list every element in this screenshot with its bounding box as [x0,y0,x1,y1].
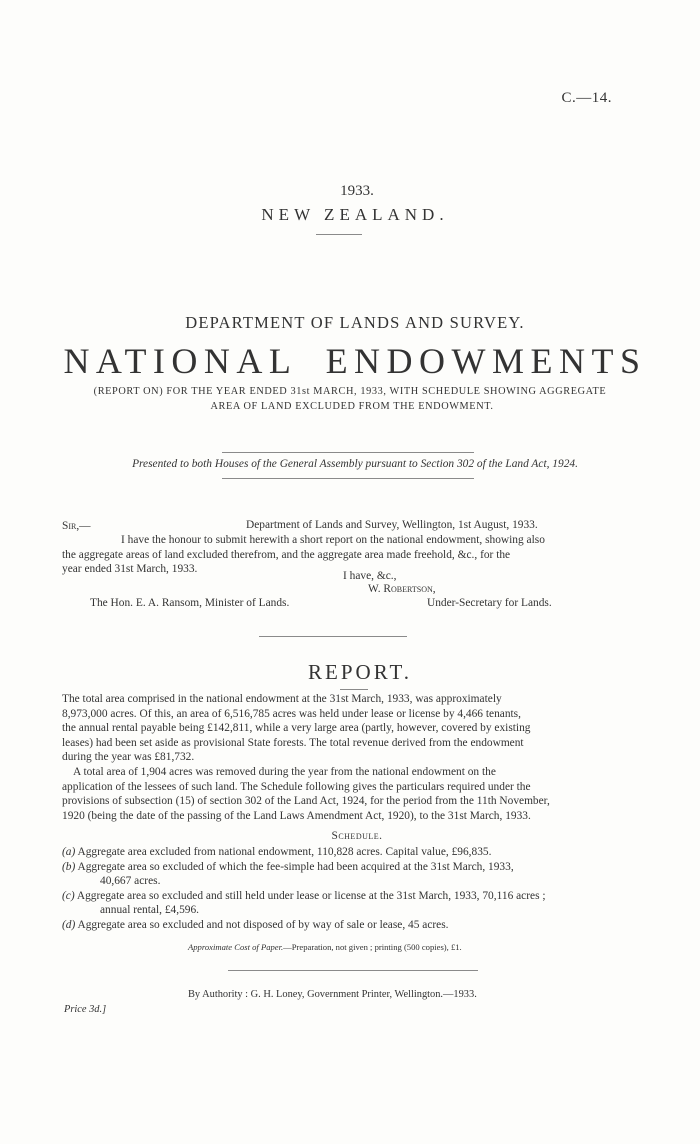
report-p2-line-2: application of the lessees of such land. The Schedule following gives the particulars required under the [62,780,531,793]
letter-signatory-title: Under-Secretary for Lands. [427,597,552,609]
report-p1-line-5: during the year was £81,732. [62,751,195,764]
schedule-item-label: (a) [62,846,76,858]
report-p2-line-1: A total area of 1,904 acres was removed during the year from the national endowment on the [73,766,496,778]
schedule-item-c [62,889,602,918]
letter-body-line-2: the aggregate areas of land excluded therefrom, and the aggregate area made freehold, &c., for the [62,548,511,561]
letter-address-date: Department of Lands and Survey, Wellington, 1st August, 1933. [246,519,538,531]
cost-of-paper [188,942,462,952]
letter-divider [259,636,407,637]
schedule-item-label: (b) [62,860,76,873]
footer-rule [228,970,478,971]
report-p1-line-3: the annual rental payable being £142,811, while a very large area (partly, however, covered by existing [62,722,531,735]
schedule-item-text: Aggregate area so excluded of which the fee-simple had been acquired at the 31st March, 1933, [77,860,514,873]
schedule-item-text: Aggregate area so excluded and still held under lease or license at the 31st March, 1933, 70,116 acres ; [76,889,546,902]
report-p1-line-1: The total area comprised in the national endowment at the 31st March, 1933, was approximately [62,693,502,705]
letter-body-line-3: year ended 31st March, 1933. [62,563,198,576]
presented-top-rule [222,452,474,453]
report-p2-line-3: provisions of subsection (15) of section 302 of the Land Act, 1924, for the period from the 11th November, [62,795,550,808]
report-heading-rule [340,689,368,690]
cost-label: Approximate Cost of Paper. [188,942,284,952]
schedule-item-continuation: 40,667 acres. [100,875,161,888]
country-title: NEW ZEALAND. [261,205,449,224]
letter-addressee: The Hon. E. A. Ransom, Minister of Lands. [90,597,290,609]
price: Price 3d.] [64,1004,107,1015]
schedule-item-text: Aggregate area excluded from national endowment, 110,828 acres. Capital value, £96,835. [77,846,492,858]
report-paragraph-1 [62,692,600,765]
letter-signatory: W. Robertson, [368,583,436,595]
report-p1-line-2: 8,973,000 acres. Of this, an area of 6,516,785 acres was held under lease or license by 4,466 tenants, [62,707,521,720]
subtitle-line-1: (REPORT ON) FOR THE YEAR ENDED 31st MARCH, 1933, WITH SCHEDULE SHOWING AGGREGATE [93,386,607,397]
paper-code: C.—14. [561,90,612,106]
letter-closing: I have, &c., [343,570,397,582]
schedule-item-text: Aggregate area so excluded and not disposed of by way of sale or lease, 45 acres. [77,918,449,931]
report-p1-line-4: leases) had been set aside as provisional State forests. The total revenue derived from the endowment [62,736,524,749]
main-title: NATIONAL ENDOWMENTS [63,341,647,381]
schedule-item-b [62,860,602,889]
presented-bottom-rule [222,478,474,479]
report-p2-line-4: 1920 (being the date of the passing of the Land Laws Amendment Act, 1920), to the 31st March, 1933. [62,809,531,822]
report-heading: REPORT. [308,660,412,684]
cost-text: —Preparation, not given ; printing (500 copies), £1. [283,942,462,952]
masthead-divider [316,234,362,235]
report-paragraph-2 [62,765,600,823]
schedule-item-continuation: annual rental, £4,596. [100,904,200,917]
letter-body [62,533,600,577]
year: 1933. [340,183,374,199]
schedule-item-label: (c) [62,889,75,902]
schedule-heading: Schedule. [331,830,383,842]
subtitle-line-2: AREA OF LAND EXCLUDED FROM THE ENDOWMENT. [210,401,494,412]
salutation: Sir,— [62,520,91,532]
schedule-item-label: (d) [62,918,76,931]
presented-statement: Presented to both Houses of the General Assembly pursuant to Section 302 of the Land Act, 1924. [132,458,578,470]
department-title: DEPARTMENT OF LANDS AND SURVEY. [185,313,525,332]
schedule-item-a [62,845,602,860]
schedule-item-d [62,918,602,933]
printer-authority: By Authority : G. H. Loney, Government Printer, Wellington.—1933. [188,989,477,1000]
schedule-list [62,845,602,933]
letter-body-line-1: I have the honour to submit herewith a short report on the national endowment, showing also [121,534,545,546]
